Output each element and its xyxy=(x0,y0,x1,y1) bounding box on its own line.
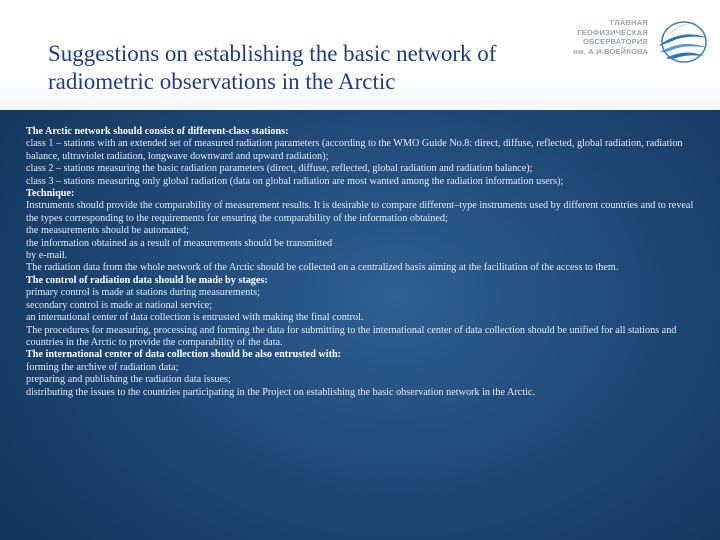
body-paragraph: The procedures for measuring, processing and forming the data for submitting to the international center of data collection should be unified for all stations and countries in the Arctic to provide the comparability of the data. xyxy=(26,324,677,348)
body-paragraph: Instruments should provide the comparability of measurement results. It is desirable to compare different–type instruments used by different countries and to reveal the types corresponding to the requirements for ensuring the comparability of the information obtained; xyxy=(26,200,694,224)
body-paragraph: an international center of data collection is entrusted with making the final control. xyxy=(26,312,364,324)
body-paragraph: preparing and publishing the radiation data issues; xyxy=(26,374,231,386)
body-paragraph: class 2 – stations measuring the basic radiation parameters (direct, diffuse, reflected, global radiation and radiation balance); xyxy=(26,163,533,175)
logo-line: им. А.И.ВОЕЙКОВА xyxy=(573,46,648,56)
slide-header xyxy=(0,0,720,110)
section-heading: The control of radiation data should be made by stages: xyxy=(26,274,268,286)
body-paragraph: the measurements should be automated; xyxy=(26,225,189,237)
body-paragraph: The radiation data from the whole network of the Arctic should be collected on a centralized basis aiming at the facilitation of the access to them. xyxy=(26,262,619,274)
slide-title: Suggestions on establishing the basic network of radiometric observations in the Arctic xyxy=(48,41,497,94)
section-heading: The international center of data collection should be also entrusted with: xyxy=(26,349,342,361)
body-paragraph: forming the archive of radiation data; xyxy=(26,361,179,373)
organization-logo xyxy=(560,12,720,72)
section-heading: Technique: xyxy=(26,188,75,200)
globe-emblem-icon xyxy=(652,12,712,70)
body-paragraph: class 3 – stations measuring only global radiation (data on global radiation are most wanted among the radiation information users); xyxy=(26,175,564,187)
body-paragraph: the information obtained as a result of measurements should be transmitted xyxy=(26,237,333,249)
section-heading: The Arctic network should consist of different-class stations: xyxy=(26,126,289,137)
body-paragraph: distributing the issues to the countries participating in the Project on establishing the basic observation network in the Arctic. xyxy=(26,386,535,398)
logo-text xyxy=(560,18,648,56)
logo-line: ГЛАВНАЯ xyxy=(610,18,648,27)
logo-line: ОБСЕРВАТОРИЯ xyxy=(582,37,648,46)
body-paragraph: class 1 – stations with an extended set of measured radiation parameters (according to the WMO Guide No.8: direct, diffuse, reflected, global radiation, radiation balance, ultraviolet radiation, longwave downward and upward radiation); xyxy=(26,138,683,162)
body-paragraph: secondary control is made at national service; xyxy=(26,299,213,311)
body-paragraph: by e-mail. xyxy=(26,250,68,262)
slide-body xyxy=(26,126,700,399)
logo-line: ГЕОФИЗИЧЕСКАЯ xyxy=(577,27,648,37)
body-paragraph: primary control is made at stations during measurements; xyxy=(26,287,260,299)
